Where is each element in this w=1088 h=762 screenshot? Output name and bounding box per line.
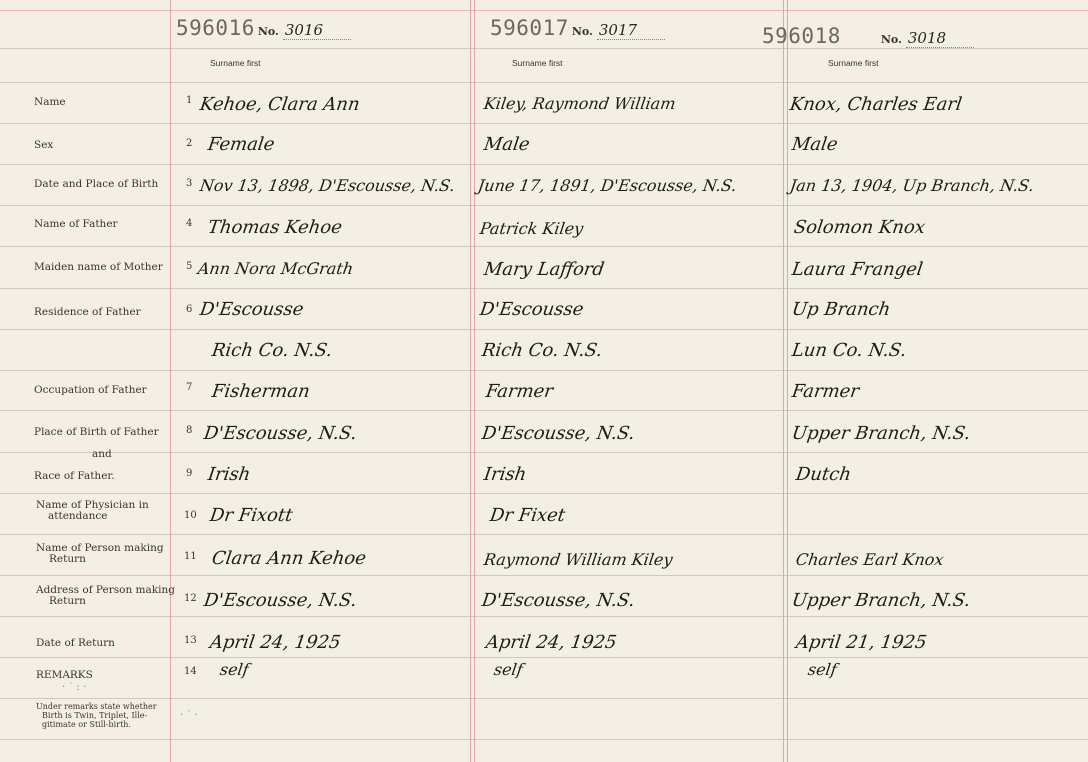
record3-occupation: Farmer (790, 381, 861, 402)
ink-stamp-mark: · ˙ : · (62, 682, 87, 693)
record-header-1 (176, 16, 351, 40)
registration-number: 596017 (490, 16, 569, 40)
rule-line (0, 616, 1088, 617)
record2-residence: D'Escousse (478, 299, 585, 320)
label-mother: Maiden name of Mother (34, 261, 163, 273)
label-person-return: Name of Person making (36, 542, 164, 554)
number-label: No. (880, 33, 902, 46)
row-number: 14 (184, 666, 197, 677)
label-father: Name of Father (34, 218, 118, 230)
row-number: 12 (184, 593, 197, 604)
label-physician-2: attendance (48, 510, 108, 522)
record2-date-return: April 24, 1925 (484, 632, 619, 653)
label-date-return: Date of Return (36, 637, 115, 649)
row-number: 5 (186, 261, 193, 272)
label-race: Race of Father. (34, 470, 115, 482)
record1-address-return: D'Escousse, N.S. (202, 590, 359, 611)
rule-line (0, 48, 1088, 49)
record2-address-return: D'Escousse, N.S. (480, 590, 637, 611)
rule-line (0, 739, 1088, 740)
record3-mother: Laura Frangel (790, 259, 925, 280)
record2-date-place-birth: June 17, 1891, D'Escousse, N.S. (476, 176, 738, 195)
label-address-return-2: Return (49, 595, 86, 607)
row-number: 13 (184, 635, 197, 646)
column-divider (470, 0, 475, 762)
record3-person-return: Charles Earl Knox (794, 550, 945, 569)
record1-sex: Female (206, 134, 276, 155)
record3-name: Knox, Charles Earl (788, 94, 964, 115)
rule-line (0, 452, 1088, 453)
label-residence: Residence of Father (34, 306, 141, 318)
label-person-return-2: Return (49, 553, 86, 565)
column-divider (783, 0, 788, 762)
rule-line (0, 246, 1088, 247)
label-father-birthplace: Place of Birth of Father (34, 426, 159, 438)
record-header-2 (490, 16, 665, 40)
column-divider (170, 0, 171, 762)
surname-first-label: Surname first (828, 58, 879, 68)
label-physician: Name of Physician in (36, 499, 149, 511)
rule-line (0, 123, 1088, 124)
label-remarks: REMARKS (36, 669, 93, 681)
record2-father-birthplace: D'Escousse, N.S. (480, 423, 637, 444)
label-occupation: Occupation of Father (34, 384, 147, 396)
row-number: 11 (184, 551, 197, 562)
record1-physician: Dr Fixott (208, 505, 294, 526)
surname-first-label: Surname first (512, 58, 563, 68)
record3-sex: Male (790, 134, 840, 155)
remarks-note-3: gitimate or Still-birth. (42, 720, 131, 729)
record3-father-birthplace: Upper Branch, N.S. (790, 423, 972, 444)
remarks-note-2: Birth is Twin, Triplet, Ille- (42, 711, 148, 720)
record3-date-return: April 21, 1925 (794, 632, 929, 653)
record3-remarks: self (806, 660, 839, 679)
record2-remarks: self (492, 660, 525, 679)
record3-date-place-birth: Jan 13, 1904, Up Branch, N.S. (788, 176, 1036, 195)
rule-line (0, 164, 1088, 165)
registration-number: 596018 (762, 24, 841, 48)
ink-stamp-mark: · ˙ · (180, 710, 198, 721)
record2-physician: Dr Fixet (488, 505, 567, 526)
rule-line (0, 10, 1088, 11)
record1-date-place-birth: Nov 13, 1898, D'Escousse, N.S. (198, 176, 457, 195)
record2-occupation: Farmer (484, 381, 555, 402)
record2-name: Kiley, Raymond William (482, 94, 677, 113)
record-number: 3018 (906, 29, 974, 48)
record2-mother: Mary Lafford (482, 259, 606, 280)
row-number: 6 (186, 304, 193, 315)
row-number: 8 (186, 425, 193, 436)
record1-mother: Ann Nora McGrath (196, 259, 355, 278)
record1-residence-county: Rich Co. N.S. (210, 340, 334, 361)
row-number: 7 (186, 382, 193, 393)
record2-race: Irish (482, 464, 528, 485)
record2-sex: Male (482, 134, 532, 155)
record1-father: Thomas Kehoe (206, 217, 344, 238)
row-number: 9 (186, 468, 193, 479)
record3-father: Solomon Knox (792, 217, 927, 238)
label-name: Name (34, 96, 66, 108)
rule-line (0, 329, 1088, 330)
rule-line (0, 657, 1088, 658)
record3-address-return: Upper Branch, N.S. (790, 590, 972, 611)
record2-father: Patrick Kiley (478, 219, 585, 238)
record1-remarks: self (218, 660, 251, 679)
rule-line (0, 493, 1088, 494)
rule-line (0, 370, 1088, 371)
label-address-return: Address of Person making (36, 584, 175, 596)
label-date-place-birth: Date and Place of Birth (34, 178, 159, 190)
rule-line (0, 288, 1088, 289)
record3-race: Dutch (794, 464, 853, 485)
rule-line (0, 410, 1088, 411)
record1-person-return: Clara Ann Kehoe (210, 548, 368, 569)
record-header-3 (762, 24, 974, 48)
record1-race: Irish (206, 464, 252, 485)
rule-line (0, 575, 1088, 576)
record1-date-return: April 24, 1925 (208, 632, 343, 653)
row-number: 10 (184, 510, 197, 521)
record1-name: Kehoe, Clara Ann (198, 94, 362, 115)
registration-number: 596016 (176, 16, 255, 40)
record1-residence: D'Escousse (198, 299, 305, 320)
record2-residence-county: Rich Co. N.S. (480, 340, 604, 361)
rule-line (0, 205, 1088, 206)
rule-line (0, 82, 1088, 83)
record2-person-return: Raymond William Kiley (482, 550, 674, 569)
row-number: 2 (186, 138, 193, 149)
rule-line (0, 534, 1088, 535)
number-label: No. (257, 25, 279, 38)
record1-father-birthplace: D'Escousse, N.S. (202, 423, 359, 444)
record-number: 3016 (283, 21, 351, 40)
surname-first-label: Surname first (210, 58, 261, 68)
label-and: and (92, 448, 112, 460)
record3-residence: Up Branch (790, 299, 892, 320)
row-number: 3 (186, 178, 193, 189)
record1-occupation: Fisherman (210, 381, 312, 402)
record-number: 3017 (597, 21, 665, 40)
number-label: No. (571, 25, 593, 38)
record3-residence-county: Lun Co. N.S. (790, 340, 908, 361)
row-number: 1 (186, 95, 193, 106)
row-number: 4 (186, 218, 193, 229)
rule-line (0, 698, 1088, 699)
remarks-note: Under remarks state whether (36, 702, 157, 711)
label-sex: Sex (34, 139, 54, 151)
